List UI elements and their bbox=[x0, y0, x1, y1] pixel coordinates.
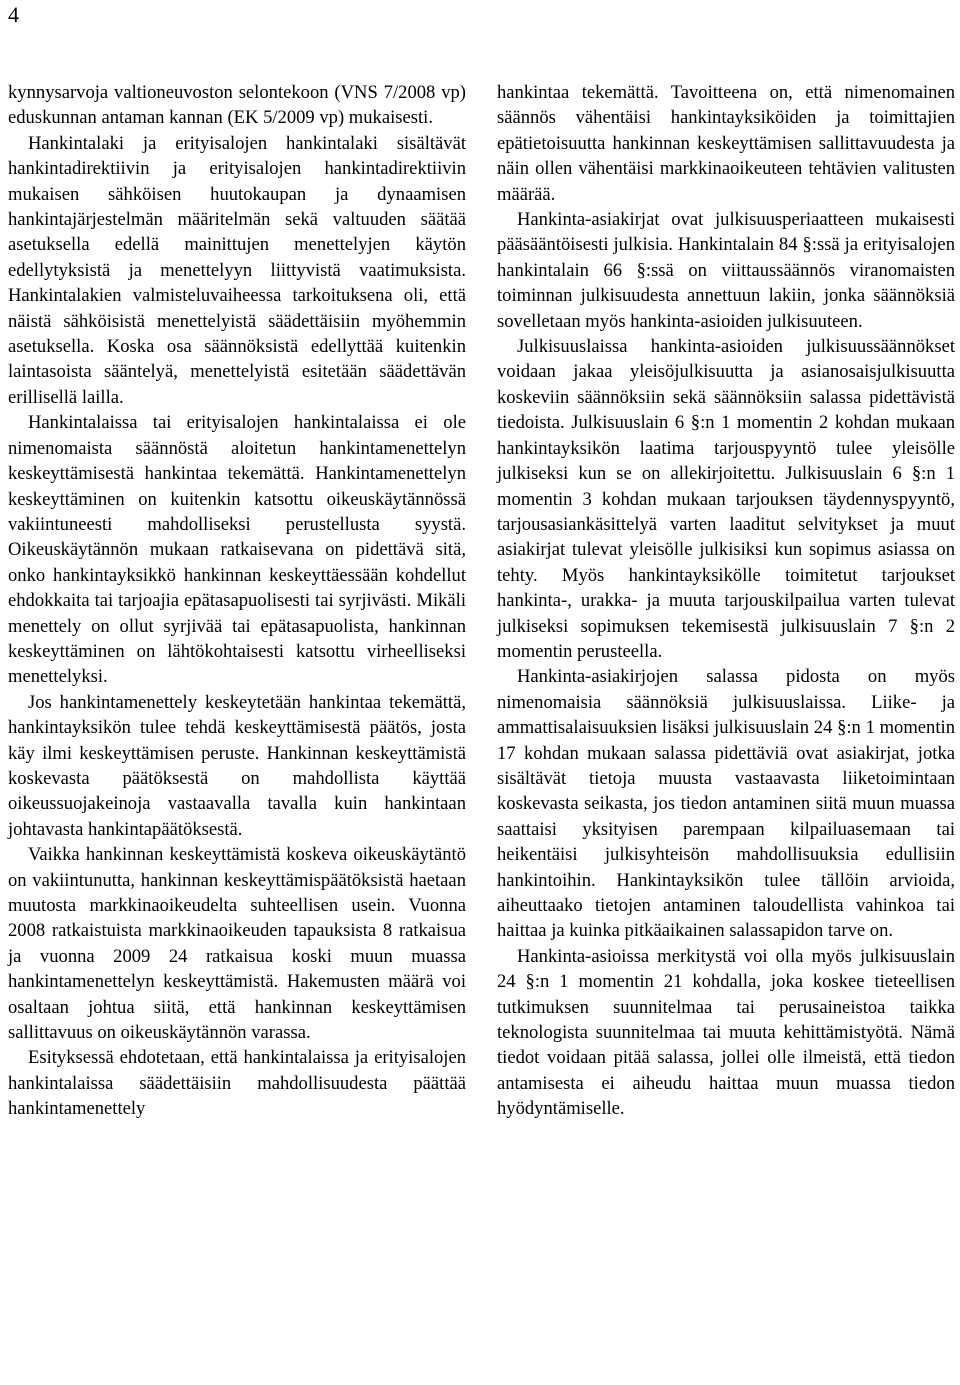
paragraph: Hankinta-asioissa merkitystä voi olla myös julkisuuslain 24 §:n 1 momentin 21 kohdalla, joka koskee tieteellisen tutkimuksen suunnitelmaa tai perusaineistoa taikka teknologista suunnitelmaa tai muuta kehittämistyötä. Nämä tiedot voidaan pitää salassa, jollei olle ilmeistä, että tiedon antamisesta ei aiheudu haittaa muun muassa tiedon hyödyntämiselle. bbox=[497, 945, 955, 1120]
paragraph: Hankinta-asiakirjojen salassa pidosta on myös nimenomaisia säännöksiä julkisuuslaissa. Liike- ja ammattisalaisuuksien lisäksi julkisuuslain 24 §:n 1 momentin 17 kohdan mukaan salassa pidettäviä ovat asiakirjat, jotka sisältävät tietoja muusta vastaavasta liiketoimintaan koskevasta seikasta, jos tiedon antaminen siitä muun muassa saattaisi yksityisen parempaan kilpailuasemaan tai heikentäisi julkisyhteisön mahdollisuuksia edullisiin hankintoihin. Hankintayksikön tulee tällöin arvioida, aiheuttaako tietojen antaminen taloudellista vahinkoa tai haittaa ja kuinka pitkäaikainen salassapidon tarve on. bbox=[497, 666, 955, 942]
paragraph: Vaikka hankinnan keskeyttämistä koskeva oikeuskäytäntö on vakiintunutta, hankinnan keskeyttämispäätöksistä haetaan muutosta markkinaoikeudelta suhteellisen usein. Vuonna 2008 ratkaistuista markkinaoikeuden tapauksista 8 ratkaisua ja vuonna 2009 24 ratkaisua koski muun muassa hankintamenettelyn keskeyttämistä. Hakemusten määrä voi osaltaan johtua siitä, että hankinnan keskeyttämisen sallittavuus on oikeuskäytännön varassa. bbox=[8, 844, 466, 1044]
left-column bbox=[8, 80, 466, 1122]
right-column bbox=[497, 80, 955, 1122]
paragraph: Jos hankintamenettely keskeytetään hankintaa tekemättä, hankintayksikön tulee tehdä keskeyttämisestä päätös, josta käy ilmi keskeyttämisen peruste. Hankinnan keskeyttämistä koskevasta päätöksestä on mahdollista käyttää oikeussuojakeinoja vastaavalla tavalla kuin hankintaan johtavasta hankintapäätöksestä. bbox=[8, 691, 466, 840]
page-number: 4 bbox=[8, 2, 19, 27]
paragraph: Julkisuuslaissa hankinta-asioiden julkisuussäännökset voidaan jakaa yleisöjulkisuutta ja asianosaisjulkisuutta koskeviin säännöksiin sekä säännöksiin salassa pidettävistä tiedoista. Julkisuuslain 6 §:n 1 momentin 2 kohdan mukaan hankintayksikön laatima tarjouspyyntö tulee yleisölle julkiseksi kun se on allekirjoitettu. Julkisuuslain 6 §:n 1 momentin 3 kohdan mukaan tarjouksen täydennyspyyntö, tarjousasiankäsittelyä varten laaditut selvitykset ja muut asiakirjat tulevat yleisölle julkisiksi kun sopimus asiassa on tehty. Myös hankintayksikölle toimitetut tarjoukset hankinta-, urakka- ja muuta tarjouskilpailua varten tulevat julkiseksi sopimuksen tekemisestä julkisuuslain 7 §:n 2 momentin perusteella. bbox=[497, 336, 955, 662]
paragraph: hankintaa tekemättä. Tavoitteena on, että nimenomainen säännös vähentäisi hankintayksiköiden ja toimittajien epätietoisuutta hankinnan keskeyttämisen sallittavuudesta ja näin ollen vähentäisi markkinaoikeuteen tehtävien valitusten määrää. bbox=[497, 82, 955, 205]
paragraph: Hankinta-asiakirjat ovat julkisuusperiaatteen mukaisesti pääsääntöisesti julkisia. Hankintalain 84 §:ssä ja erityisalojen hankintalain 66 §:ssä on viittaussäännös viranomaisten toiminnan julkisuudesta annettuun lakiin, jonka säännöksiä sovelletaan myös hankinta-asioiden julkisuuteen. bbox=[497, 209, 955, 332]
paragraph: kynnysarvoja valtioneuvoston selontekoon (VNS 7/2008 vp) eduskunnan antaman kannan (EK 5/2009 vp) mukaisesti. bbox=[8, 82, 466, 129]
paragraph: Esityksessä ehdotetaan, että hankintalaissa ja erityisalojen hankintalaissa säädettäisiin mahdollisuudesta päättää hankintamenettely bbox=[8, 1047, 466, 1120]
paragraph: Hankintalaki ja erityisalojen hankintalaki sisältävät hankintadirektiivin ja erityisalojen hankintadirektiivin mukaisen sähköisen huutokaupan ja dynaamisen hankintajärjestelmän määritelmän sekä valtuuden säätää asetuksella edellä mainittujen menettelyjen käytön edellytyksistä ja menettelyyn liittyvistä vaatimuksista. Hankintalakien valmisteluvaiheessa tarkoituksena oli, että näistä sähköisistä menettelyistä säädettäisiin myöhemmin asetuksella. Koska osa säännöksistä edellyttää kuitenkin laintasoista sääntelyä, menettelyistä esitetään säädettävän erillisellä lailla. bbox=[8, 132, 466, 408]
paragraph: Hankintalaissa tai erityisalojen hankintalaissa ei ole nimenomaista säännöstä aloitetun hankintamenettelyn keskeyttämisestä hankintaa tekemättä. Hankintamenettelyn keskeyttäminen on kuitenkin katsottu oikeuskäytännössä vakiintuneesti mahdolliseksi perustellusta syystä. Oikeuskäytännön mukaan ratkaisevana on pidettävä sitä, onko hankintayksikkö hankinnan keskeyttäessään kohdellut ehdokkaita tai tarjoajia epätasapuolisesti tai syrjivästi. Mikäli menettely on ollut syrjivää tai epätasapuolista, hankinnan keskeyttäminen on lähtökohtaisesti katsottu virheelliseksi menettelyksi. bbox=[8, 412, 466, 688]
